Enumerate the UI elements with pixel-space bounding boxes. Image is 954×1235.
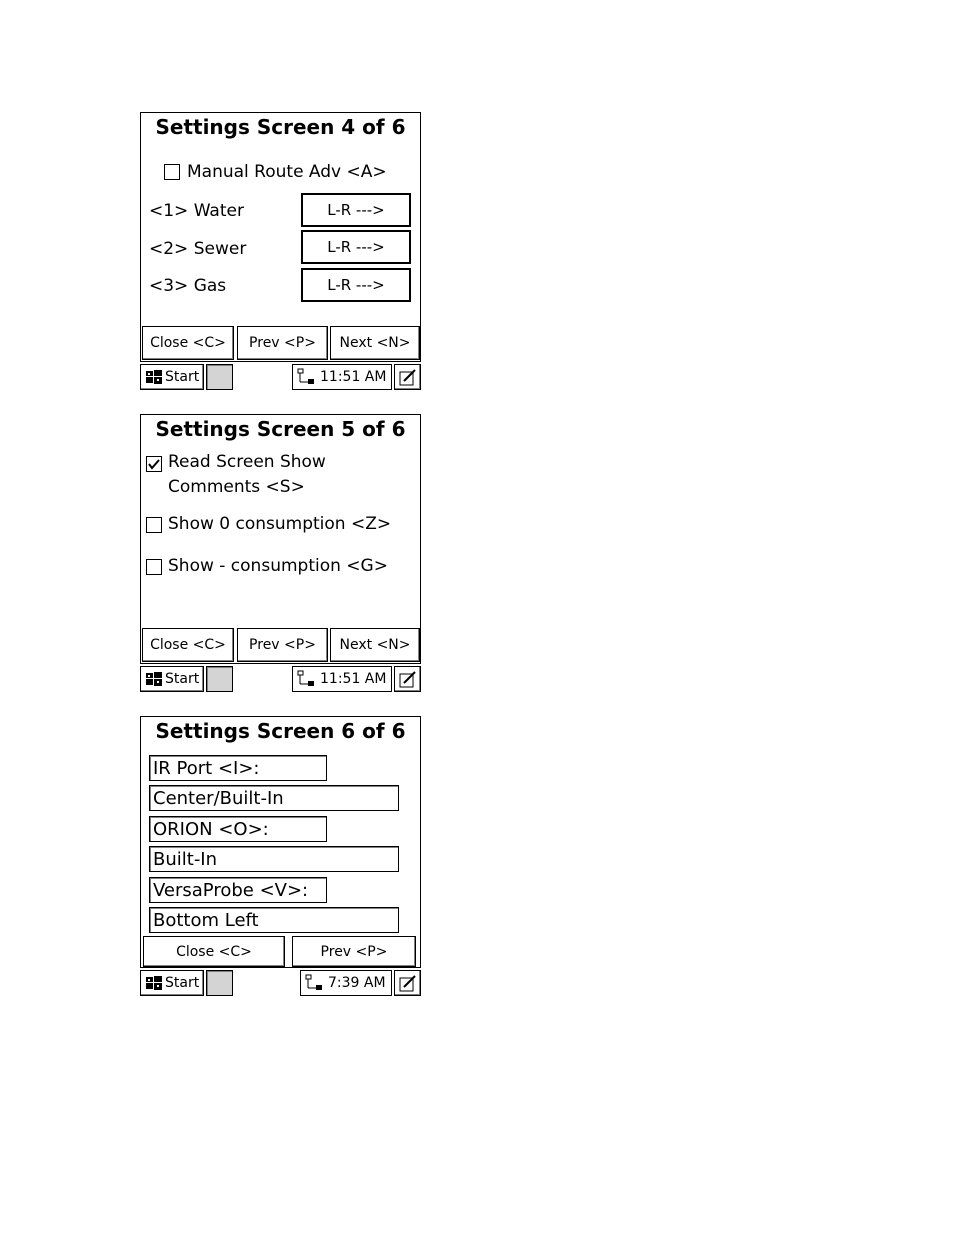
pen-icon[interactable]	[394, 364, 421, 390]
start-button[interactable]	[140, 666, 204, 692]
gas-route-button[interactable]: L-R --->	[301, 268, 411, 302]
system-clock[interactable]	[300, 970, 392, 996]
input-panel-toggle[interactable]	[206, 364, 233, 390]
prev-button[interactable]: Prev <P>	[237, 326, 328, 360]
taskbar	[140, 666, 421, 692]
start-label: Start	[165, 975, 200, 991]
settings-screen-6	[140, 716, 421, 998]
versaprobe-field[interactable]: Bottom Left	[149, 907, 399, 933]
page-title: Settings Screen 6 of 6	[155, 719, 406, 743]
next-button[interactable]: Next <N>	[330, 628, 420, 662]
close-button[interactable]: Close <C>	[143, 936, 285, 967]
close-button[interactable]: Close <C>	[142, 628, 234, 662]
page-title: Settings Screen 4 of 6	[155, 115, 406, 139]
network-icon	[296, 670, 316, 688]
windows-flag-icon	[145, 671, 163, 687]
water-label: <1> Water	[149, 201, 244, 221]
orion-label: ORION <O>:	[149, 816, 327, 842]
network-icon	[304, 974, 324, 992]
windows-flag-icon	[145, 975, 163, 991]
settings-screen-4	[140, 112, 421, 392]
start-button[interactable]	[140, 364, 204, 390]
clock-time: 7:39 AM	[328, 975, 386, 991]
show-negative-consumption-label: Show - consumption <G>	[168, 556, 388, 576]
windows-flag-icon	[145, 369, 163, 385]
clock-time: 11:51 AM	[320, 671, 387, 687]
versaprobe-label: VersaProbe <V>:	[149, 877, 327, 903]
show-zero-consumption-checkbox[interactable]	[146, 517, 162, 533]
pen-icon[interactable]	[394, 666, 421, 692]
settings-panel-6	[140, 716, 421, 968]
next-button[interactable]: Next <N>	[330, 326, 420, 360]
read-screen-comments-label-line2: Comments <S>	[168, 477, 305, 497]
pen-icon[interactable]	[394, 970, 421, 996]
page-title: Settings Screen 5 of 6	[155, 417, 406, 441]
show-zero-consumption-label: Show 0 consumption <Z>	[168, 514, 392, 534]
input-panel-toggle[interactable]	[206, 666, 233, 692]
gas-label: <3> Gas	[149, 276, 227, 296]
settings-screen-5	[140, 414, 421, 694]
start-label: Start	[165, 369, 200, 385]
close-button[interactable]: Close <C>	[142, 326, 234, 360]
start-button[interactable]	[140, 970, 204, 996]
read-screen-comments-label-line1: Read Screen Show	[168, 452, 326, 472]
ir-port-label: IR Port <I>:	[149, 755, 327, 781]
system-clock[interactable]	[292, 666, 392, 692]
system-clock[interactable]	[292, 364, 392, 390]
prev-button[interactable]: Prev <P>	[237, 628, 328, 662]
prev-button[interactable]: Prev <P>	[292, 936, 416, 967]
start-label: Start	[165, 671, 200, 687]
read-screen-comments-checkbox[interactable]	[146, 456, 162, 472]
manual-route-label: Manual Route Adv <A>	[187, 162, 387, 182]
sewer-label: <2> Sewer	[149, 239, 247, 259]
taskbar	[140, 364, 421, 390]
orion-field[interactable]: Built-In	[149, 846, 399, 872]
manual-route-checkbox[interactable]	[164, 164, 180, 180]
settings-panel-5	[140, 414, 421, 664]
show-negative-consumption-checkbox[interactable]	[146, 559, 162, 575]
network-icon	[296, 368, 316, 386]
taskbar	[140, 970, 421, 996]
ir-port-field[interactable]: Center/Built-In	[149, 785, 399, 811]
water-route-button[interactable]: L-R --->	[301, 193, 411, 227]
sewer-route-button[interactable]: L-R --->	[301, 230, 411, 264]
clock-time: 11:51 AM	[320, 369, 387, 385]
settings-panel-4	[140, 112, 421, 362]
input-panel-toggle[interactable]	[206, 970, 233, 996]
